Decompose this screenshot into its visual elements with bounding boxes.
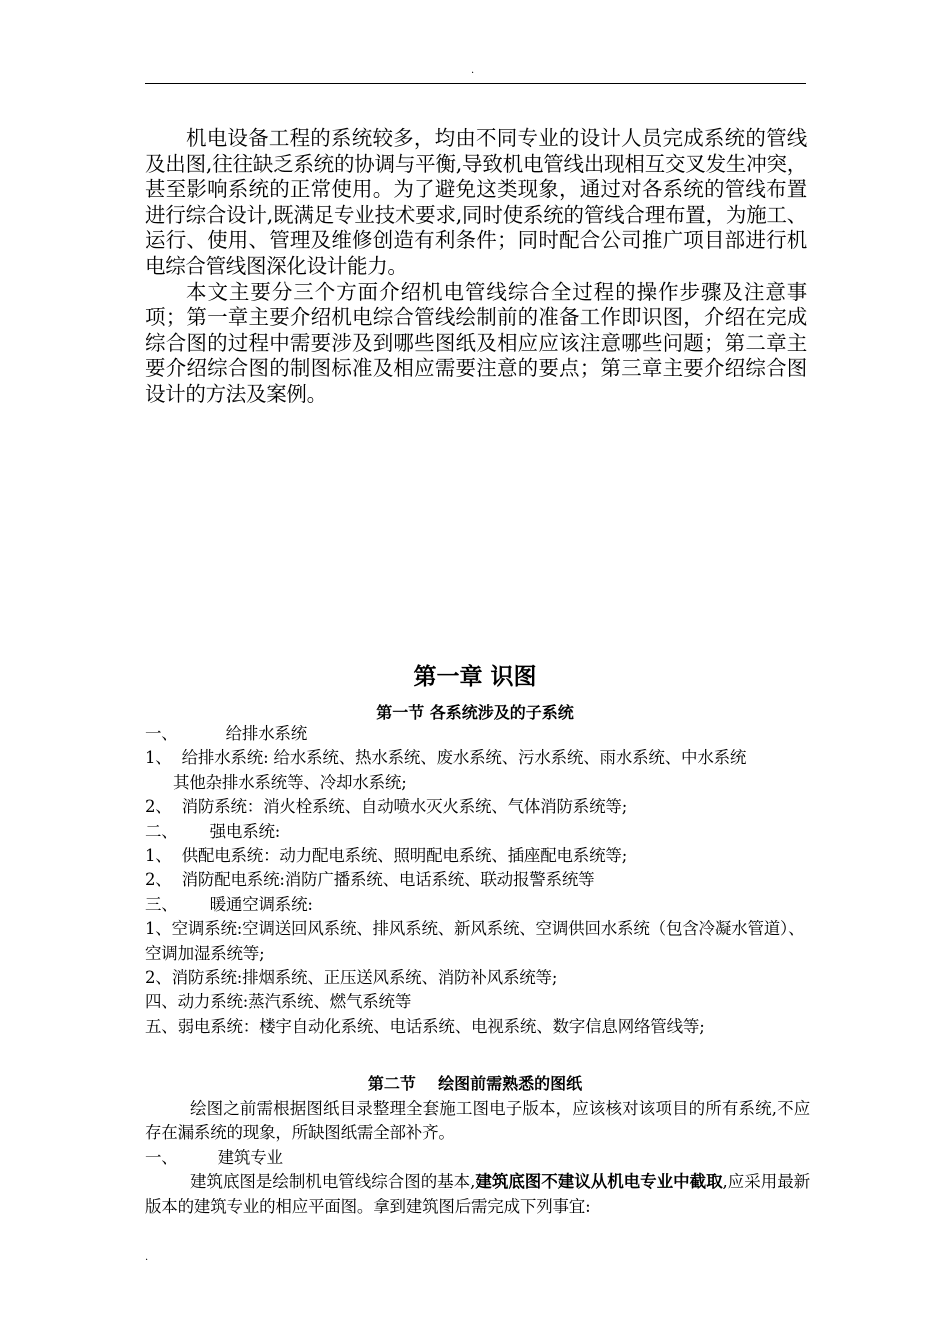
heading-water (145, 722, 810, 746)
list-item (145, 844, 810, 868)
paragraph-text: 建筑底图是绘制机电管线综合图的基本, (190, 1172, 476, 1192)
list-item (145, 795, 810, 819)
intro-paragraph-2: 本文主要分三个方面介绍机电管线综合全过程的操作步骤及注意事项；第一章主要介绍机电综合管线绘制前的准备工作即识图，介绍在完成综合图的过程中需要涉及到哪些图纸及相应应该注意哪些问题；第二章主要介绍综合图的制图标准及相应需要注意的要点；第三章主要介绍综合图设计的方法及案例。 (145, 279, 807, 406)
list-number: 1、 (145, 846, 172, 866)
list-number: 2、 (145, 870, 172, 890)
intro-section (145, 126, 807, 408)
list-heading: 强电系统: (209, 821, 281, 841)
footer-dot: . (145, 1252, 149, 1263)
list-number: 1、 (145, 748, 172, 768)
list-heading: 给排水系统 (225, 724, 308, 743)
chapter-title: 第一章 识图 (413, 663, 537, 690)
list-item (145, 746, 810, 770)
header-dot: . (471, 65, 475, 76)
list-text: 供配电系统：动力配电系统、照明配电系统、插座配电系统等; (181, 846, 628, 866)
heading-dynamics: 四、动力系统:蒸汽系统、燃气系统等 (145, 992, 412, 1012)
section-2-title-text: 第二节 绘图前需熟悉的图纸 (367, 1074, 583, 1093)
section-1-title: 第一节 各系统涉及的子系统 (376, 703, 574, 722)
list-item: 2、消防系统:排烟系统、正压送风系统、消防补风系统等; (145, 968, 558, 988)
heading-architecture (145, 1146, 810, 1170)
emphasis-text: 建筑底图不建议从机电专业中截取 (475, 1172, 723, 1192)
section-2-body (145, 1097, 810, 1219)
list-number: 一、 (145, 1147, 178, 1167)
heading-power (145, 820, 810, 844)
list-heading: 暖通空调系统: (209, 894, 313, 914)
paragraph-text: ,应采用最新版本的建筑专业的相应平面图。拿到建筑图后需完成下列事宜: (145, 1172, 810, 1216)
list-item (145, 868, 810, 892)
list-text: 给排水系统: 给水系统、热水系统、废水系统、污水系统、雨水系统、中水系统 (181, 748, 747, 768)
list-number: 三、 (145, 894, 178, 914)
list-item-continuation: 其他杂排水系统等、冷却水系统; (173, 772, 407, 792)
heading-low-voltage: 五、弱电系统：楼宇自动化系统、电话系统、电视系统、数字信息网络管线等; (145, 1016, 705, 1036)
section-2-paragraph-2 (145, 1170, 810, 1219)
section-2-paragraph-1: 绘图之前需根据图纸目录整理全套施工图电子版本，应该核对该项目的所有系统,不应存在漏系统的现象，所缺图纸需全部补齐。 (145, 1099, 810, 1143)
subsystem-list (145, 722, 810, 1039)
list-number: 二、 (145, 821, 178, 841)
list-number: 一、 (145, 724, 178, 743)
list-item: 1、空调系统:空调送回风系统、排风系统、新风系统、空调供回水系统（包含冷凝水管道）、空调加湿系统等; (145, 919, 805, 963)
list-number: 2、 (145, 797, 172, 817)
list-text: 消防系统：消火栓系统、自动喷水灭火系统、气体消防系统等; (181, 797, 628, 817)
heading-hvac (145, 893, 810, 917)
list-heading: 建筑专业 (217, 1147, 283, 1167)
section-2-title (0, 1071, 950, 1094)
list-text: 消防配电系统:消防广播系统、电话系统、联动报警系统等 (181, 870, 595, 890)
intro-paragraph-1: 机电设备工程的系统较多，均由不同专业的设计人员完成系统的管线及出图,往往缺乏系统的协调与平衡,导致机电管线出现相互交叉发生冲突，甚至影响系统的正常使用。为了避免这类现象，通过对各系统的管线布置进行综合设计,既满足专业技术要求,同时使系统的管线合理布置，为施工、运行、使用、管理及维修创造有利条件；同时配合公司推广项目部进行机电综合管线图深化设计能力。 (145, 126, 807, 278)
header-rule (145, 83, 806, 84)
